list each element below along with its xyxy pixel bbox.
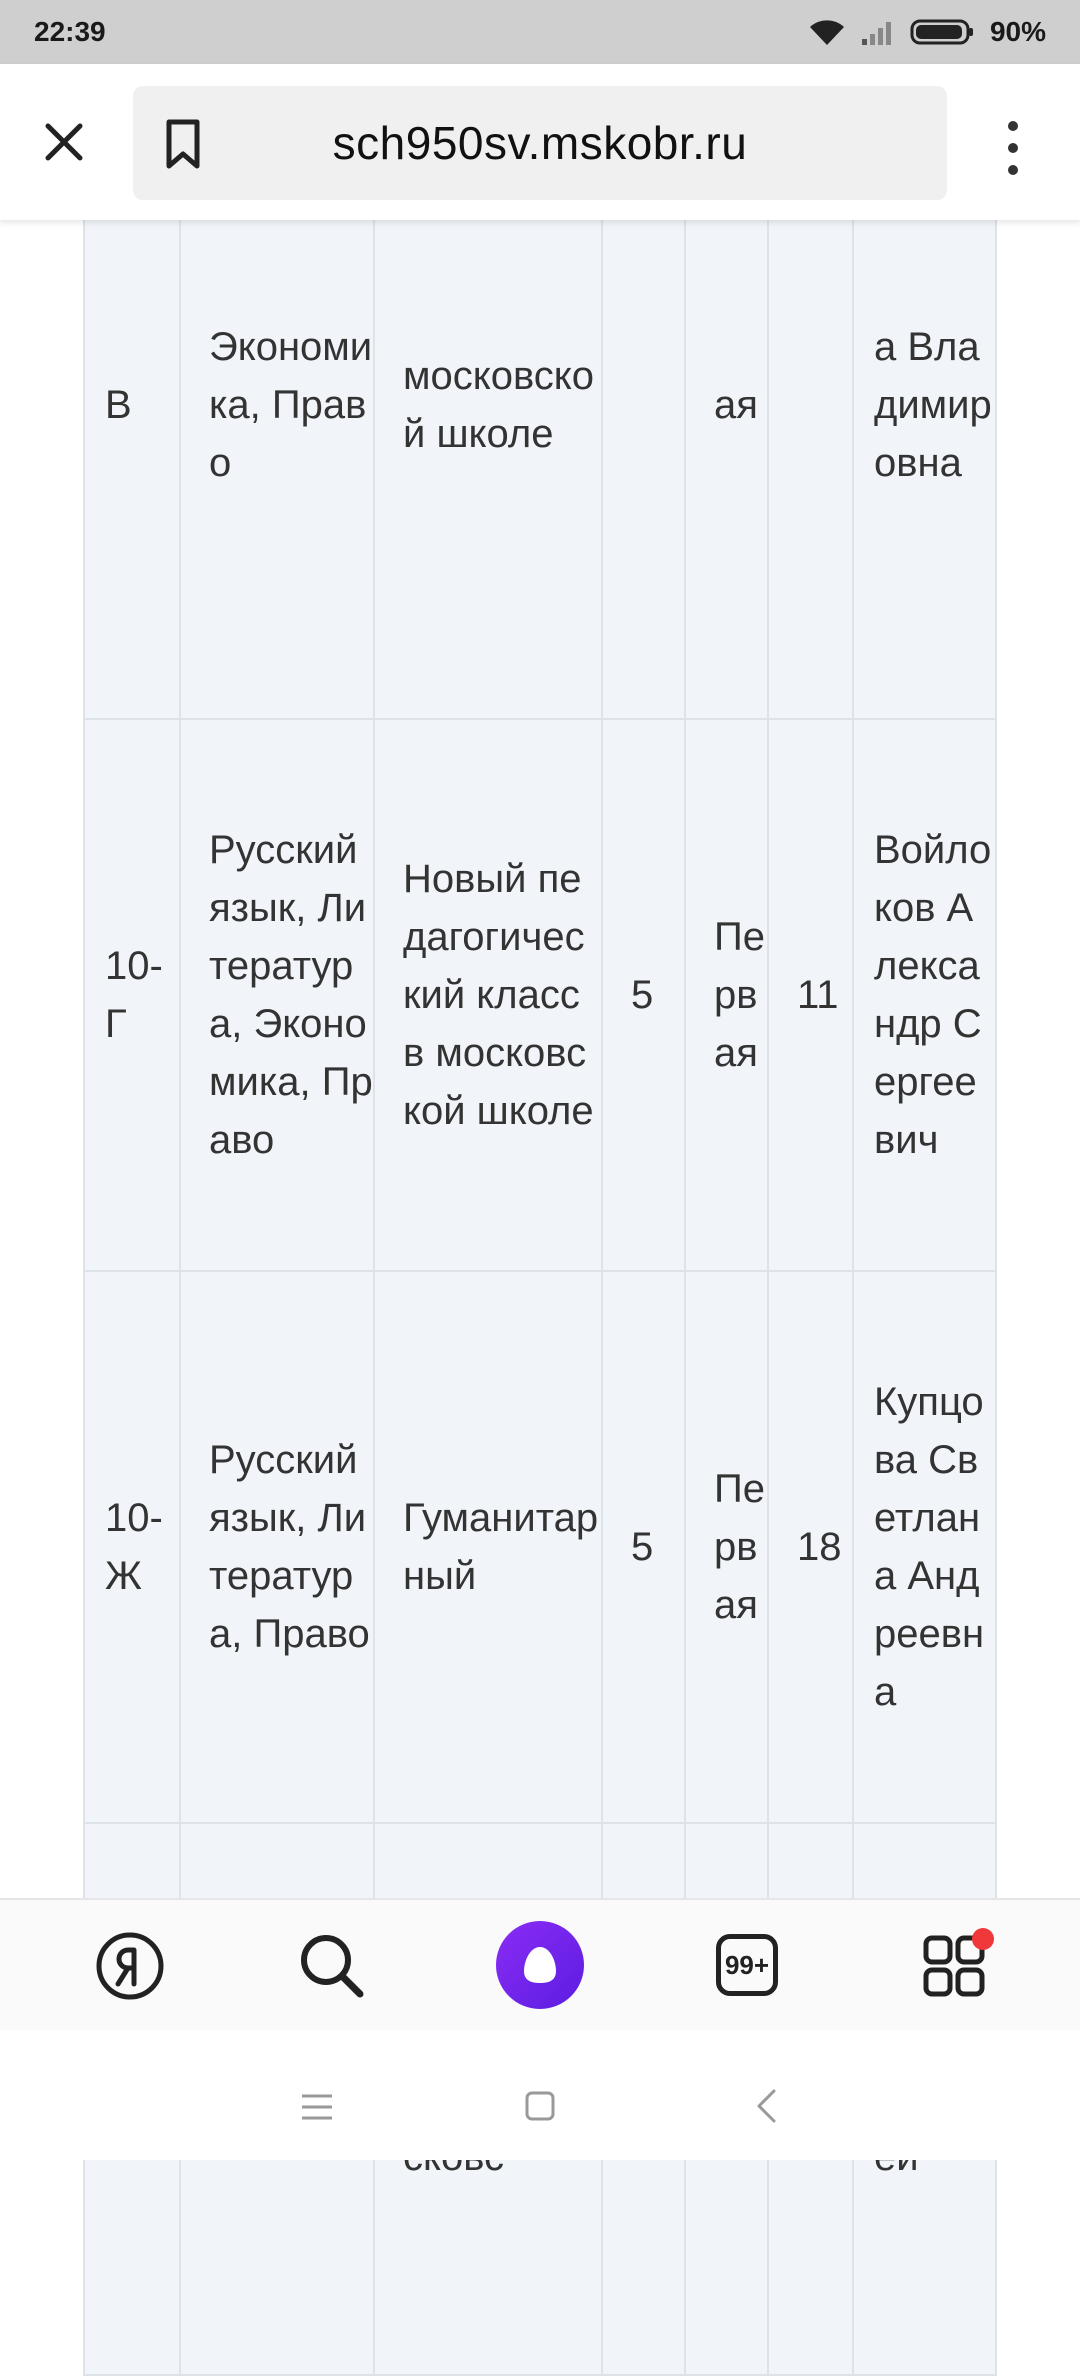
bottom-navigation <box>0 1898 1080 2032</box>
system-navigation-bar <box>0 2030 1080 2160</box>
cell-shift: Первая <box>685 719 768 1271</box>
cell-profile: Гуманитарный <box>374 1271 602 1823</box>
cell-subjects: Экономика, Право <box>180 91 374 719</box>
home-icon[interactable] <box>524 2090 556 2122</box>
battery-percent: 90% <box>989 16 1046 47</box>
yandex-logo-icon[interactable] <box>88 1924 172 2008</box>
browser-toolbar <box>0 64 1080 220</box>
status-bar <box>0 0 1080 64</box>
cell-class: 10-Ж <box>84 1271 180 1823</box>
address-bar[interactable] <box>133 86 947 200</box>
cell-teacher: а Владимировна <box>853 91 996 719</box>
battery-icon <box>910 17 976 47</box>
cell-teacher: Войлоков Александр Сергеевич <box>853 719 996 1271</box>
notification-dot <box>972 1928 994 1950</box>
more-menu-icon[interactable] <box>998 118 1028 178</box>
cell-class: 10-Г <box>84 719 180 1271</box>
page-content <box>0 220 1080 1898</box>
cell-profile: московской школе <box>374 91 602 719</box>
cell-count: 5 <box>602 1271 685 1823</box>
cell-count: 5 <box>602 719 685 1271</box>
status-time: 22:39 <box>34 16 106 47</box>
cell-shift: Первая <box>685 1271 768 1823</box>
alice-assistant-button[interactable] <box>496 1921 584 2009</box>
search-icon[interactable] <box>290 1924 374 2008</box>
cell-shift: ая <box>685 91 768 719</box>
cell-class: В <box>84 91 180 719</box>
cell-room: 11 <box>768 719 853 1271</box>
table-row <box>84 1271 996 1823</box>
back-icon[interactable] <box>754 2088 778 2124</box>
close-icon[interactable] <box>36 114 92 170</box>
cell-teacher: Купцова Светлана Андреевна <box>853 1271 996 1823</box>
alice-icon <box>496 1921 584 2009</box>
cell-profile: Новый педагогический класс в московской школе <box>374 719 602 1271</box>
tabs-counter-button[interactable]: 99+ <box>716 1934 778 1996</box>
table-row <box>84 719 996 1271</box>
wifi-icon <box>808 17 846 47</box>
cell-subjects: Русский язык, Литература, Право <box>180 1271 374 1823</box>
cell-signal-icon <box>860 17 896 47</box>
menu-icon[interactable] <box>300 2092 334 2122</box>
cell-room: 18 <box>768 1271 853 1823</box>
url-text[interactable]: sch950sv.mskobr.ru <box>332 117 748 169</box>
cell-subjects: Русский язык, Литература, Экономика, Право <box>180 719 374 1271</box>
